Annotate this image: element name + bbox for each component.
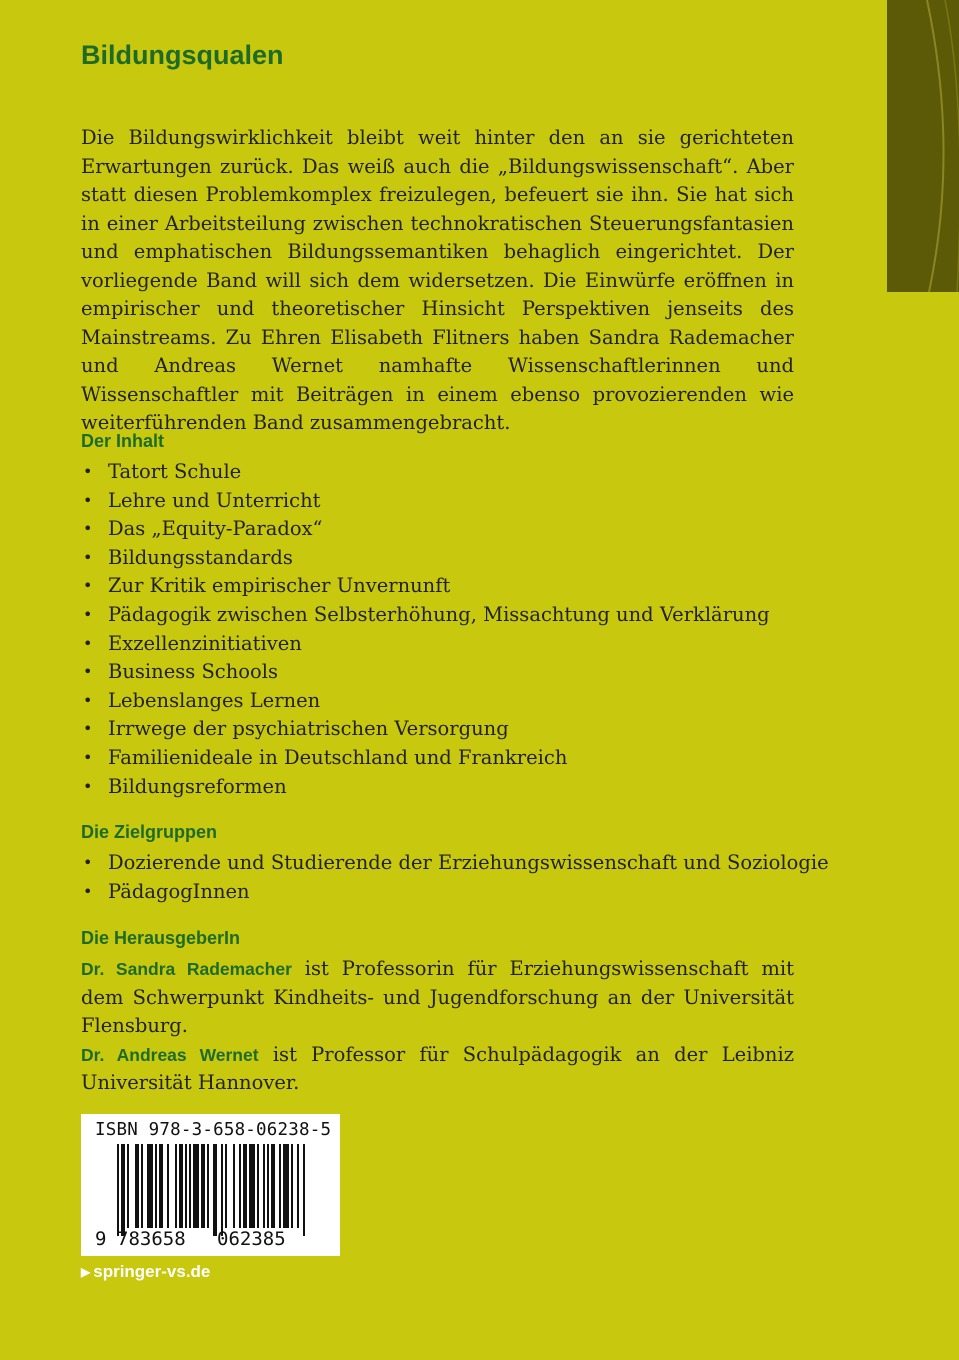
page-title: Bildungsqualen xyxy=(81,40,284,70)
editor-description: ist Professorin für Erziehungswissenschaft mit dem Schwerpunkt Kindheits- und Jugendforschung an der Universität Flensburg. xyxy=(81,957,794,1037)
list-item: • Lehre und Unterricht xyxy=(81,487,770,516)
barcode-digits-left: 783658 xyxy=(117,1228,186,1250)
list-item: • PädagogInnen xyxy=(81,878,829,907)
list-item: • Familienideale in Deutschland und Frankreich xyxy=(81,744,770,773)
barcode-bar xyxy=(225,1144,227,1228)
arrow-right-icon: ▶ xyxy=(81,1265,91,1279)
barcode-bar xyxy=(117,1144,119,1236)
barcode-digits-right: 062385 xyxy=(217,1228,286,1250)
isbn-barcode xyxy=(81,1114,340,1256)
barcode-bar xyxy=(257,1144,259,1228)
barcode-bar xyxy=(283,1144,289,1228)
list-item: • Zur Kritik empirischer Unvernunft xyxy=(81,572,770,601)
barcode-bar xyxy=(267,1144,269,1228)
editor-name: Dr. Sandra Rademacher xyxy=(81,959,292,979)
barcode-bar xyxy=(221,1144,223,1236)
list-item: • Lebenslanges Lernen xyxy=(81,687,770,716)
barcode-bar xyxy=(233,1144,235,1228)
description-paragraph: Die Bildungswirklichkeit bleibt weit hinter den an sie gerichteten Erwartungen zurück. Das weiß auch die „Bildungswissenschaft“. Aber statt diesen Problemkomplex freizulegen, befeuert sie ihn. Sie hat sich in einer Arbeitsteilung zwischen technokratischen Steuerungsfantasien und emphatischen Bildungssemantiken behaglich eingerichtet. Der vorliegende Band will sich dem widersetzen. Die Einwürfe eröffnen in empirischer und theoretischer Hinsicht Perspektiven jenseits des Mainstreams. Zu Ehren Elisabeth Flitners haben Sandra Rademacher und Andreas Wernet namhafte Wissenschaftlerinnen und Wissenschaftler mit Beiträgen in einem ebenso provozierenden wie weiterführenden Band zusammengebracht. xyxy=(81,126,794,434)
barcode-bar xyxy=(249,1144,255,1228)
corner-accent-block xyxy=(887,0,959,292)
barcode-bar xyxy=(175,1144,177,1228)
editor-name: Dr. Andreas Wernet xyxy=(81,1044,259,1065)
barcode-bar xyxy=(243,1144,247,1228)
barcode-bar xyxy=(291,1144,293,1228)
barcode-bar xyxy=(159,1144,163,1228)
barcode-bar xyxy=(121,1144,125,1236)
barcode-bar xyxy=(271,1144,275,1228)
barcode-bar xyxy=(167,1144,169,1228)
barcode-bar xyxy=(263,1144,265,1228)
barcode-bar xyxy=(135,1144,139,1228)
publisher-url: springer-vs.de xyxy=(93,1262,211,1281)
decorative-arc-icon xyxy=(887,0,959,292)
barcode-bar xyxy=(193,1144,199,1228)
editor-description: ist Professor für Schulpädagogik an der Leibniz Universität Hannover. xyxy=(81,1042,794,1094)
barcode-digit-first: 9 xyxy=(95,1228,107,1250)
editors-bio xyxy=(81,955,794,1098)
barcode-bar xyxy=(147,1144,153,1228)
list-item: • Irrwege der psychiatrischen Versorgung xyxy=(81,715,770,744)
list-item: • Pädagogik zwischen Selbsterhöhung, Missachtung und Verklärung xyxy=(81,601,770,630)
list-item: • Tatort Schule xyxy=(81,458,770,487)
audience-heading: Die Zielgruppen xyxy=(81,822,218,842)
barcode-bar xyxy=(297,1144,299,1228)
contents-heading: Der Inhalt xyxy=(81,431,165,451)
barcode-bar xyxy=(155,1144,157,1228)
publisher-link[interactable] xyxy=(81,1262,210,1282)
barcode-bar xyxy=(185,1144,187,1228)
list-item: • Exzellenzinitiativen xyxy=(81,630,770,659)
editor-bio-wernet xyxy=(81,1041,794,1098)
editor-bio-rademacher xyxy=(81,955,794,1041)
audience-list xyxy=(81,849,829,906)
barcode-bar xyxy=(213,1144,217,1236)
barcode-bar xyxy=(239,1144,241,1228)
barcode-bar xyxy=(141,1144,143,1228)
list-item: • Business Schools xyxy=(81,658,770,687)
barcode-bar xyxy=(127,1144,129,1228)
list-item: • Bildungsstandards xyxy=(81,544,770,573)
barcode-bar xyxy=(303,1144,305,1236)
editors-heading: Die HerausgeberIn xyxy=(81,928,241,948)
barcode-bar xyxy=(179,1144,183,1228)
barcode-bar xyxy=(279,1144,281,1228)
list-item: • Das „Equity-Paradox“ xyxy=(81,515,770,544)
isbn-label: ISBN 978-3-658-06238-5 xyxy=(95,1120,332,1140)
barcode-bar xyxy=(189,1144,191,1228)
list-item: • Dozierende und Studierende der Erziehungswissenschaft und Soziologie xyxy=(81,849,829,878)
contents-list xyxy=(81,458,770,801)
list-item: • Bildungsreformen xyxy=(81,773,770,802)
barcode-bar xyxy=(207,1144,209,1228)
barcode-bar xyxy=(201,1144,205,1228)
